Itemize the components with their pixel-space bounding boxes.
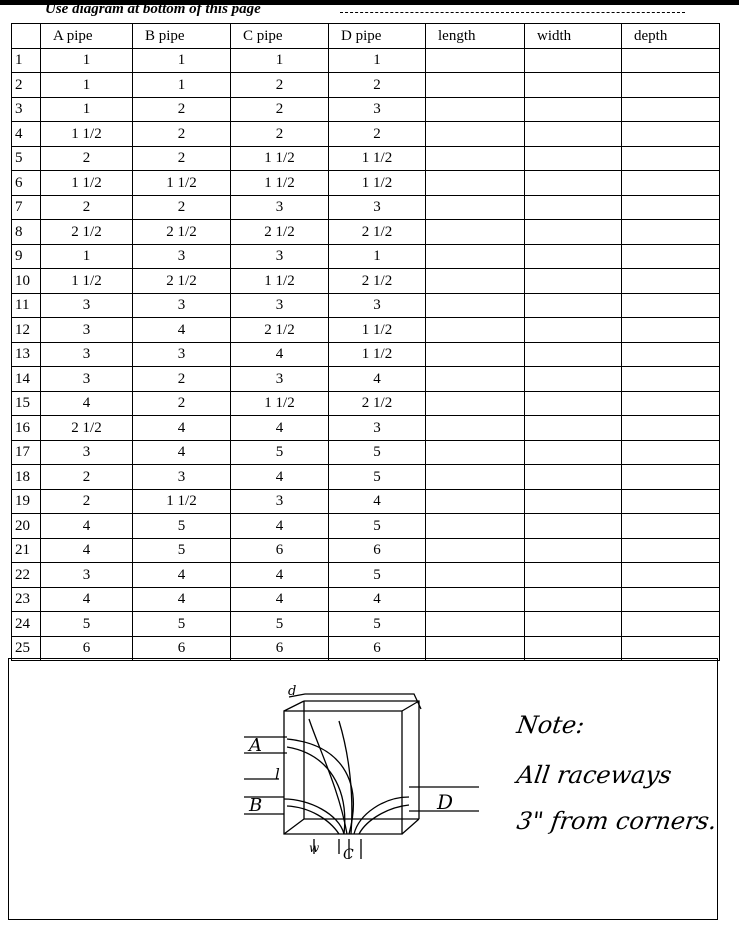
blank-answer-cell <box>525 367 622 392</box>
row-number-cell: 4 <box>12 122 41 147</box>
pipe-size-cell: 3 <box>41 342 133 367</box>
table-row <box>12 514 720 539</box>
table-header-row <box>12 24 720 49</box>
pipe-size-cell: 2 <box>231 122 329 147</box>
blank-answer-cell <box>622 244 720 269</box>
blank-answer-cell <box>622 514 720 539</box>
blank-answer-cell <box>622 195 720 220</box>
pipe-size-cell: 5 <box>329 440 426 465</box>
pipe-size-cell: 2 <box>133 146 231 171</box>
blank-answer-cell <box>525 73 622 98</box>
pipe-size-cell: 5 <box>329 514 426 539</box>
table-row <box>12 48 720 73</box>
blank-answer-cell <box>525 342 622 367</box>
note-title: Note: <box>515 711 587 739</box>
pipe-size-cell: 5 <box>133 538 231 563</box>
pipe-size-cell: 1 <box>133 48 231 73</box>
row-number-cell: 10 <box>12 269 41 294</box>
row-number-cell: 12 <box>12 318 41 343</box>
pipe-size-cell: 1 1/2 <box>231 146 329 171</box>
pipe-size-cell: 6 <box>133 636 231 661</box>
blank-answer-cell <box>525 48 622 73</box>
table-row <box>12 171 720 196</box>
blank-answer-cell <box>426 97 525 122</box>
blank-answer-cell <box>426 269 525 294</box>
table-row <box>12 440 720 465</box>
table-row <box>12 122 720 147</box>
pipe-size-cell: 1 1/2 <box>329 171 426 196</box>
pipe-size-cell: 3 <box>329 97 426 122</box>
table-row <box>12 146 720 171</box>
row-number-cell: 19 <box>12 489 41 514</box>
blank-answer-cell <box>622 146 720 171</box>
blank-answer-cell <box>426 612 525 637</box>
blank-answer-cell <box>426 465 525 490</box>
blank-answer-cell <box>525 97 622 122</box>
row-number-cell: 18 <box>12 465 41 490</box>
blank-answer-cell <box>622 587 720 612</box>
pipe-size-cell: 2 <box>41 465 133 490</box>
table-row <box>12 269 720 294</box>
blank-answer-cell <box>525 195 622 220</box>
pipe-size-cell: 2 <box>231 97 329 122</box>
pipe-size-cell: 1 1/2 <box>133 489 231 514</box>
pipe-size-cell: 1 <box>329 48 426 73</box>
pipe-size-cell: 4 <box>41 391 133 416</box>
table-row <box>12 465 720 490</box>
blank-answer-cell <box>426 122 525 147</box>
header-depth: depth <box>622 24 720 49</box>
blank-answer-cell <box>622 342 720 367</box>
row-number-cell: 6 <box>12 171 41 196</box>
pipe-size-cell: 5 <box>133 514 231 539</box>
blank-answer-cell <box>426 146 525 171</box>
pipe-size-cell: 5 <box>329 563 426 588</box>
blank-answer-cell <box>622 171 720 196</box>
pipe-size-cell: 5 <box>329 465 426 490</box>
pipe-size-cell: 3 <box>231 195 329 220</box>
table-row <box>12 318 720 343</box>
pipe-size-cell: 4 <box>231 342 329 367</box>
pipe-size-cell: 4 <box>41 587 133 612</box>
blank-answer-cell <box>426 563 525 588</box>
table-row <box>12 563 720 588</box>
blank-answer-cell <box>622 440 720 465</box>
blank-answer-cell <box>622 367 720 392</box>
diagram-box <box>8 658 718 920</box>
pipe-size-cell: 1 1/2 <box>329 342 426 367</box>
row-number-cell: 24 <box>12 612 41 637</box>
blank-answer-cell <box>525 220 622 245</box>
pipe-size-cell: 4 <box>231 465 329 490</box>
row-number-cell: 9 <box>12 244 41 269</box>
pipe-size-cell: 1 1/2 <box>133 171 231 196</box>
blank-answer-cell <box>426 318 525 343</box>
header-d-pipe: D pipe <box>329 24 426 49</box>
pipe-size-cell: 2 1/2 <box>329 391 426 416</box>
blank-answer-cell <box>622 293 720 318</box>
row-number-cell: 7 <box>12 195 41 220</box>
row-number-cell: 14 <box>12 367 41 392</box>
blank-answer-cell <box>525 122 622 147</box>
pipe-size-cell: 2 <box>329 122 426 147</box>
pipe-size-cell: 4 <box>329 489 426 514</box>
pipe-size-cell: 2 1/2 <box>329 220 426 245</box>
table-row <box>12 416 720 441</box>
pipe-size-cell: 3 <box>41 318 133 343</box>
pipe-size-cell: 2 <box>133 97 231 122</box>
table-row <box>12 342 720 367</box>
pipe-size-cell: 2 <box>41 489 133 514</box>
blank-answer-cell <box>525 391 622 416</box>
heading-dashed-rule <box>340 12 685 13</box>
blank-answer-cell <box>622 636 720 661</box>
pipe-size-cell: 1 <box>41 244 133 269</box>
pipe-size-cell: 3 <box>231 367 329 392</box>
blank-answer-cell <box>525 416 622 441</box>
table-row <box>12 391 720 416</box>
blank-answer-cell <box>622 48 720 73</box>
blank-answer-cell <box>426 367 525 392</box>
pipe-size-cell: 2 <box>41 146 133 171</box>
pipe-a-curve <box>287 739 353 834</box>
pipe-size-cell: 1 1/2 <box>231 391 329 416</box>
blank-answer-cell <box>622 563 720 588</box>
blank-answer-cell <box>525 636 622 661</box>
pipe-size-cell: 4 <box>231 587 329 612</box>
table-row <box>12 367 720 392</box>
blank-answer-cell <box>426 514 525 539</box>
table-row <box>12 97 720 122</box>
row-number-cell: 17 <box>12 440 41 465</box>
blank-answer-cell <box>525 489 622 514</box>
pipe-size-cell: 3 <box>41 367 133 392</box>
header-length: length <box>426 24 525 49</box>
pipe-size-cell: 3 <box>41 440 133 465</box>
pipe-size-cell: 4 <box>133 416 231 441</box>
pipe-side-curve-2 <box>339 721 352 834</box>
pipe-size-cell: 2 1/2 <box>41 220 133 245</box>
pipe-size-cell: 1 <box>231 48 329 73</box>
blank-answer-cell <box>525 538 622 563</box>
row-number-cell: 25 <box>12 636 41 661</box>
pipe-size-cell: 6 <box>231 538 329 563</box>
pipe-size-cell: 2 <box>133 195 231 220</box>
pipe-size-cell: 4 <box>329 367 426 392</box>
pipe-size-cell: 1 1/2 <box>329 146 426 171</box>
blank-answer-cell <box>622 416 720 441</box>
blank-answer-cell <box>525 293 622 318</box>
pipe-size-cell: 3 <box>41 293 133 318</box>
pipe-size-cell: 3 <box>329 293 426 318</box>
pipe-size-cell: 2 1/2 <box>133 220 231 245</box>
pipe-size-cell: 4 <box>231 416 329 441</box>
blank-answer-cell <box>525 171 622 196</box>
header-width: width <box>525 24 622 49</box>
blank-answer-cell <box>426 171 525 196</box>
row-number-cell: 3 <box>12 97 41 122</box>
row-number-cell: 20 <box>12 514 41 539</box>
blank-answer-cell <box>525 244 622 269</box>
pipe-size-cell: 4 <box>133 318 231 343</box>
pipe-size-cell: 3 <box>329 195 426 220</box>
pipe-size-cell: 5 <box>329 612 426 637</box>
blank-answer-cell <box>622 73 720 98</box>
pipe-size-cell: 1 <box>41 73 133 98</box>
pipe-size-cell: 6 <box>329 636 426 661</box>
blank-answer-cell <box>525 563 622 588</box>
pipe-b-curve-2 <box>287 806 339 834</box>
pipe-size-cell: 2 <box>133 391 231 416</box>
pipe-size-cell: 5 <box>133 612 231 637</box>
pipe-size-cell: 4 <box>231 563 329 588</box>
blank-answer-cell <box>426 587 525 612</box>
blank-answer-cell <box>426 48 525 73</box>
blank-answer-cell <box>525 612 622 637</box>
blank-answer-cell <box>622 122 720 147</box>
row-number-cell: 23 <box>12 587 41 612</box>
pipe-size-cell: 1 <box>329 244 426 269</box>
header-c-pipe: C pipe <box>231 24 329 49</box>
pipe-side-curve <box>309 719 347 834</box>
table-row <box>12 587 720 612</box>
pipe-size-cell: 6 <box>41 636 133 661</box>
label-width: w <box>309 841 320 855</box>
row-number-cell: 16 <box>12 416 41 441</box>
table-row <box>12 195 720 220</box>
page-heading: Use diagram at bottom of this page <box>45 1 261 17</box>
blank-answer-cell <box>426 391 525 416</box>
pipe-size-cell: 4 <box>133 440 231 465</box>
pipe-size-cell: 3 <box>41 563 133 588</box>
label-length: l <box>275 765 280 783</box>
blank-answer-cell <box>622 538 720 563</box>
blank-answer-cell <box>426 440 525 465</box>
blank-answer-cell <box>525 587 622 612</box>
row-number-cell: 5 <box>12 146 41 171</box>
row-number-cell: 11 <box>12 293 41 318</box>
label-b: B <box>249 795 263 816</box>
pipe-size-cell: 3 <box>133 342 231 367</box>
pipe-size-cell: 1 1/2 <box>41 122 133 147</box>
pipe-size-cell: 5 <box>231 440 329 465</box>
pipe-size-cell: 2 1/2 <box>231 318 329 343</box>
pipe-size-cell: 3 <box>231 293 329 318</box>
table-row <box>12 244 720 269</box>
blank-answer-cell <box>426 244 525 269</box>
table-row <box>12 489 720 514</box>
blank-answer-cell <box>622 220 720 245</box>
pipe-size-cell: 2 1/2 <box>231 220 329 245</box>
table-body <box>12 48 720 661</box>
header-b-pipe: B pipe <box>133 24 231 49</box>
row-number-cell: 8 <box>12 220 41 245</box>
blank-answer-cell <box>622 97 720 122</box>
table-row <box>12 220 720 245</box>
pipe-size-cell: 4 <box>41 538 133 563</box>
label-depth: d <box>288 684 297 699</box>
label-a: A <box>249 735 262 756</box>
pipe-size-cell: 3 <box>231 244 329 269</box>
pipe-size-cell: 3 <box>133 465 231 490</box>
pipe-size-cell: 4 <box>41 514 133 539</box>
pipe-size-cell: 1 1/2 <box>41 171 133 196</box>
row-number-cell: 1 <box>12 48 41 73</box>
blank-answer-cell <box>426 220 525 245</box>
table-row <box>12 612 720 637</box>
pipe-size-cell: 2 1/2 <box>329 269 426 294</box>
blank-answer-cell <box>622 318 720 343</box>
blank-answer-cell <box>525 318 622 343</box>
row-number-cell: 2 <box>12 73 41 98</box>
blank-answer-cell <box>426 538 525 563</box>
blank-answer-cell <box>622 489 720 514</box>
blank-answer-cell <box>622 391 720 416</box>
pipe-size-cell: 1 1/2 <box>329 318 426 343</box>
pipe-size-cell: 2 <box>329 73 426 98</box>
row-number-cell: 21 <box>12 538 41 563</box>
header-row-number <box>12 24 41 49</box>
pipe-size-cell: 3 <box>329 416 426 441</box>
blank-answer-cell <box>622 465 720 490</box>
blank-answer-cell <box>426 416 525 441</box>
pipe-size-cell: 2 <box>133 122 231 147</box>
pipe-size-cell: 4 <box>329 587 426 612</box>
pipe-size-cell: 3 <box>231 489 329 514</box>
label-c: C <box>343 847 354 863</box>
blank-answer-cell <box>426 73 525 98</box>
blank-answer-cell <box>525 514 622 539</box>
row-number-cell: 22 <box>12 563 41 588</box>
pipe-size-cell: 1 <box>133 73 231 98</box>
blank-answer-cell <box>426 195 525 220</box>
pipe-size-cell: 1 <box>41 97 133 122</box>
pipe-size-cell: 2 <box>133 367 231 392</box>
raceway-diagram <box>9 659 717 919</box>
blank-answer-cell <box>525 269 622 294</box>
pipe-size-cell: 5 <box>231 612 329 637</box>
blank-answer-cell <box>622 269 720 294</box>
pipe-size-cell: 4 <box>133 587 231 612</box>
table-row <box>12 636 720 661</box>
row-number-cell: 15 <box>12 391 41 416</box>
label-d: D <box>437 790 454 814</box>
blank-answer-cell <box>622 612 720 637</box>
pipe-size-table <box>11 23 720 661</box>
pipe-size-cell: 1 1/2 <box>231 171 329 196</box>
blank-answer-cell <box>525 465 622 490</box>
pipe-size-cell: 5 <box>41 612 133 637</box>
pipe-size-cell: 1 1/2 <box>41 269 133 294</box>
note-line-1: All raceways <box>515 761 674 789</box>
blank-answer-cell <box>426 636 525 661</box>
pipe-size-cell: 2 <box>41 195 133 220</box>
blank-answer-cell <box>426 293 525 318</box>
table-row <box>12 293 720 318</box>
pipe-size-cell: 2 1/2 <box>133 269 231 294</box>
blank-answer-cell <box>525 440 622 465</box>
pipe-size-cell: 6 <box>329 538 426 563</box>
table-row <box>12 538 720 563</box>
row-number-cell: 13 <box>12 342 41 367</box>
blank-answer-cell <box>426 342 525 367</box>
pipe-size-cell: 4 <box>133 563 231 588</box>
pipe-size-cell: 1 1/2 <box>231 269 329 294</box>
blank-answer-cell <box>525 146 622 171</box>
header-a-pipe: A pipe <box>41 24 133 49</box>
pipe-size-cell: 6 <box>231 636 329 661</box>
table-row <box>12 73 720 98</box>
pipe-size-cell: 1 <box>41 48 133 73</box>
pipe-size-cell: 4 <box>231 514 329 539</box>
pipe-size-cell: 3 <box>133 293 231 318</box>
pipe-size-cell: 2 1/2 <box>41 416 133 441</box>
pipe-size-cell: 3 <box>133 244 231 269</box>
note-line-2: 3" from corners. <box>515 807 719 835</box>
blank-answer-cell <box>426 489 525 514</box>
pipe-size-cell: 2 <box>231 73 329 98</box>
